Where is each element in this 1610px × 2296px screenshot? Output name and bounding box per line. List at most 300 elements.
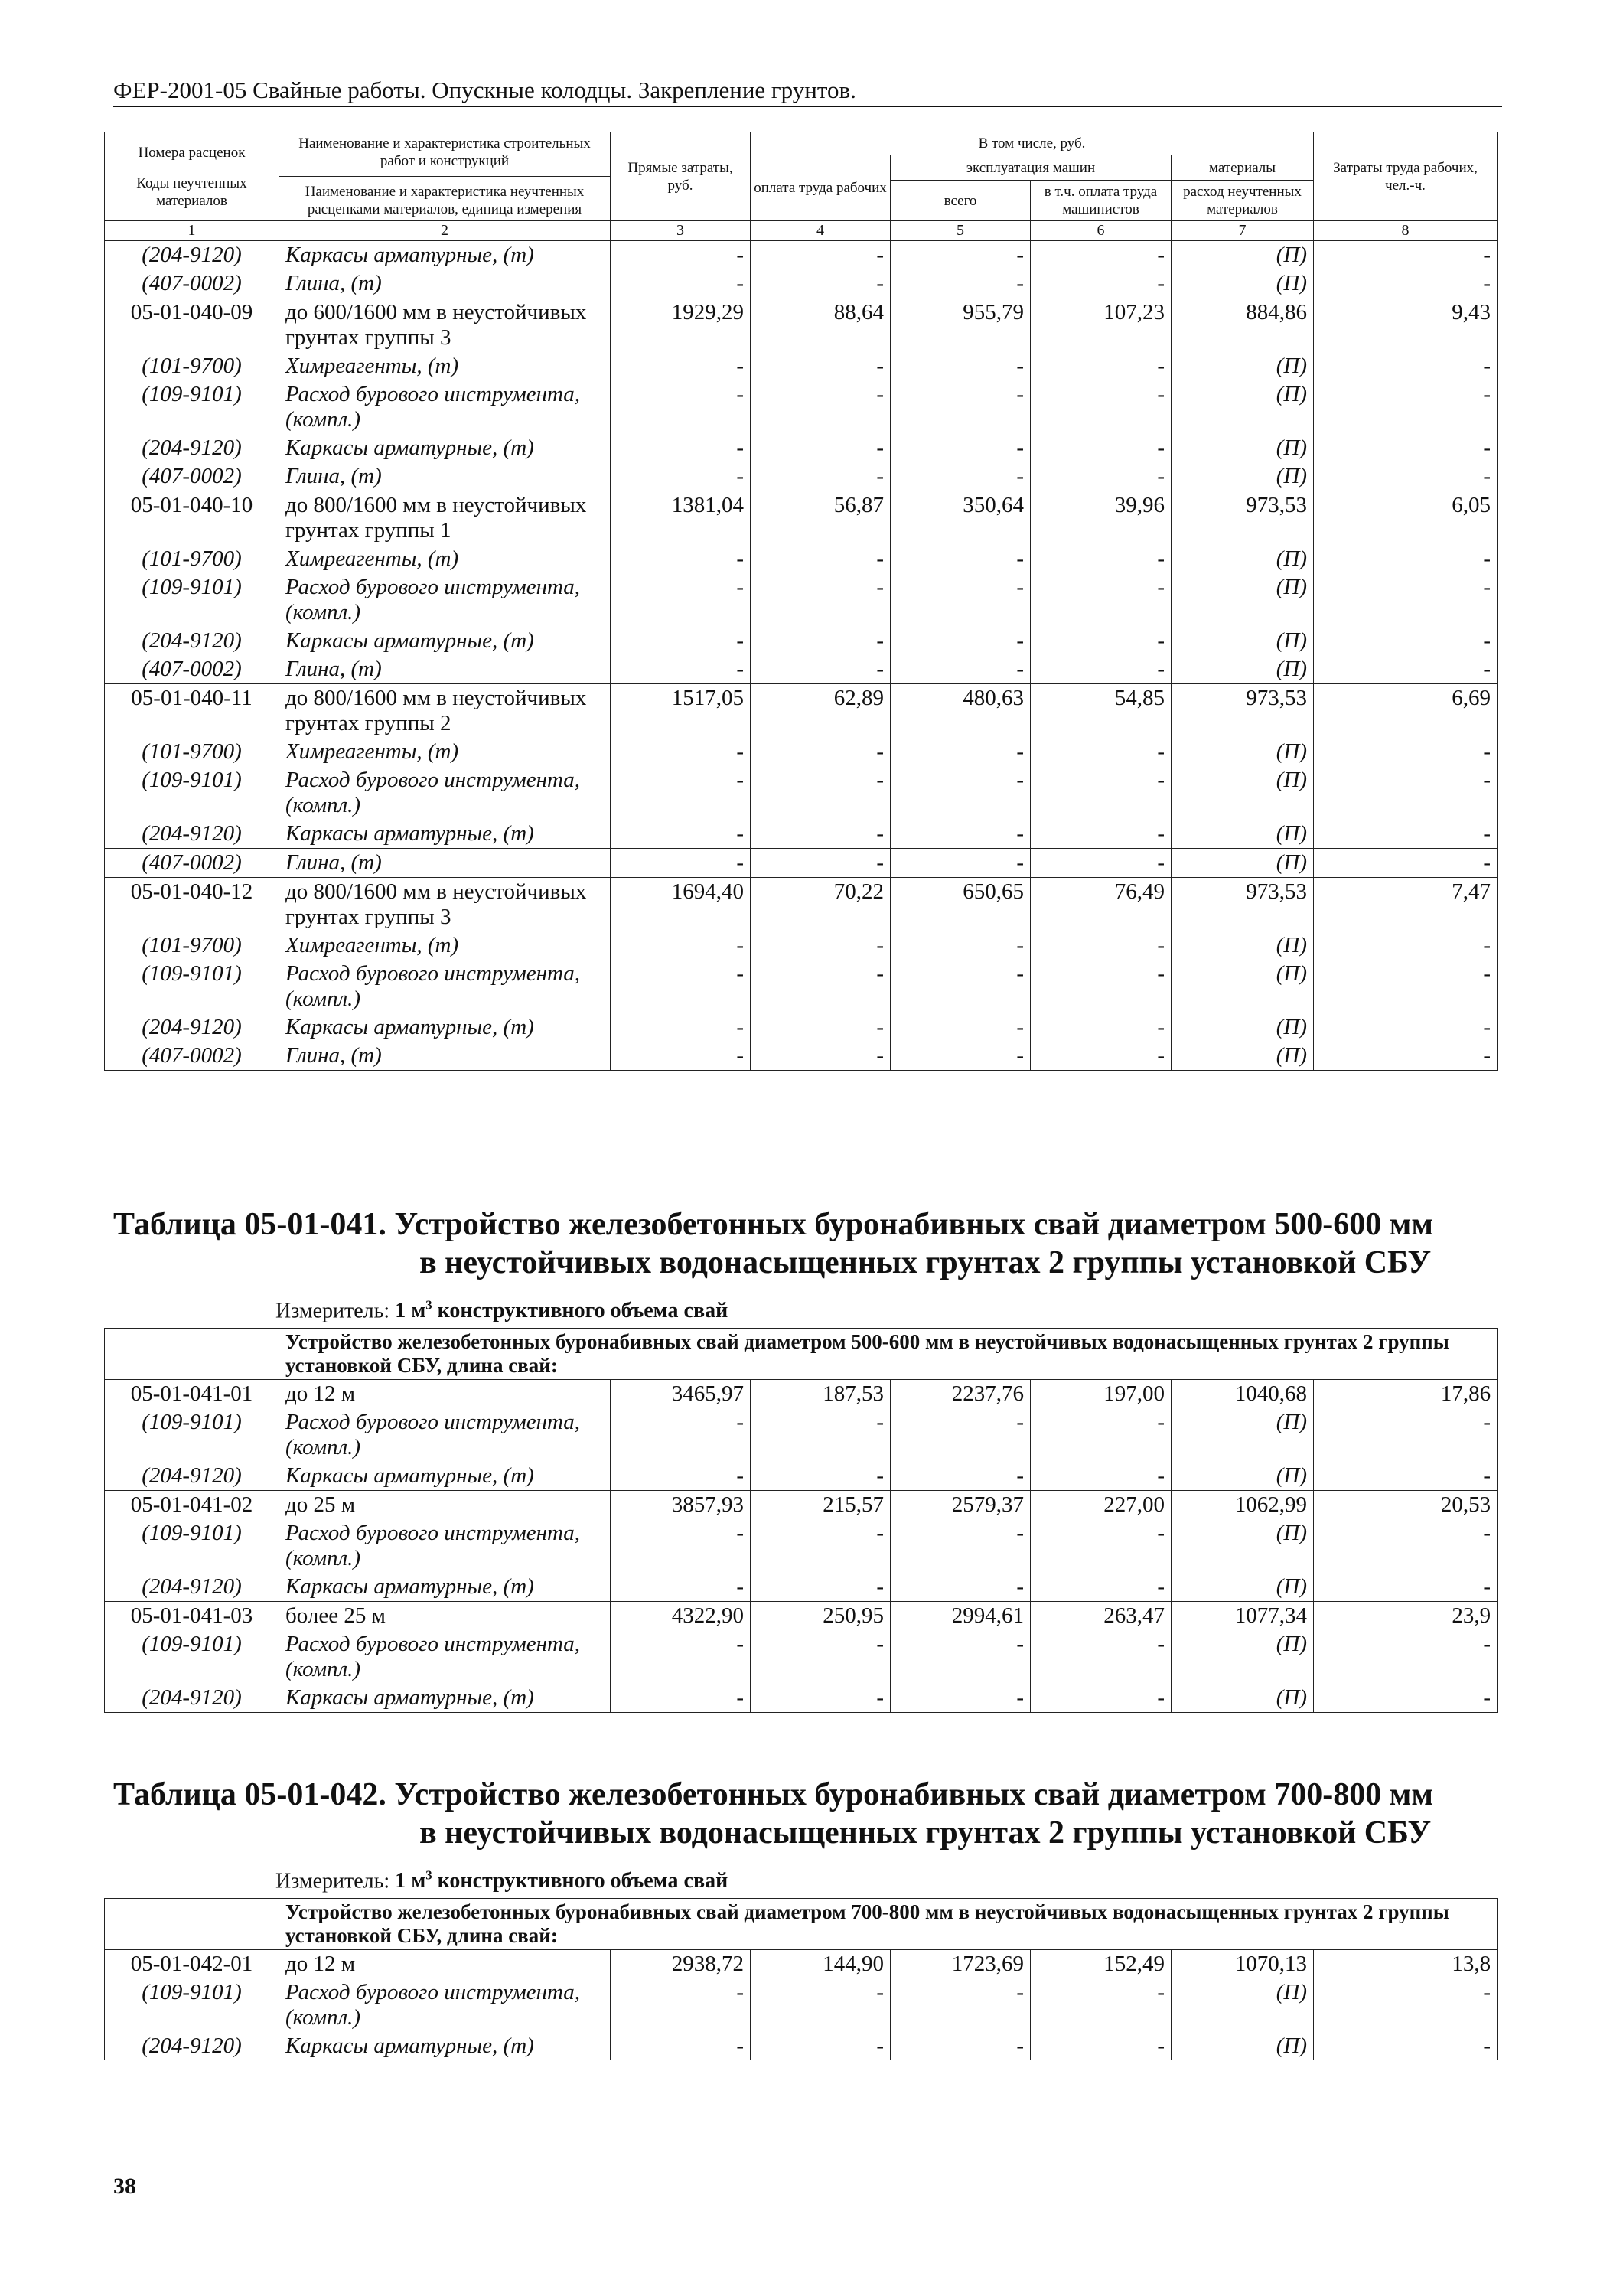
- row-value-col8: -: [1314, 434, 1498, 462]
- row-code: (109-9101): [105, 1408, 279, 1462]
- row-value-col3: -: [611, 1630, 751, 1684]
- row-name: Глина, (т): [279, 269, 611, 298]
- header-col1-bottom: Коды неучтенных материалов: [136, 174, 247, 209]
- row-value-col4: -: [751, 738, 891, 766]
- material-row: [105, 960, 1498, 1013]
- subheader-row: [105, 1329, 1498, 1380]
- header-number: 3: [611, 221, 751, 241]
- row-value-col8: -: [1314, 766, 1498, 820]
- row-code: 05-01-040-09: [105, 298, 279, 353]
- row-name: Каркасы арматурные, (т): [279, 1573, 611, 1602]
- row-code: (101-9700): [105, 545, 279, 573]
- row-value-col8: -: [1314, 352, 1498, 380]
- row-value-col8: -: [1314, 545, 1498, 573]
- material-row: [105, 434, 1498, 462]
- header-group-incl: В том числе, руб.: [751, 132, 1314, 155]
- row-value-col7: 973,53: [1172, 491, 1314, 546]
- header-col3: Прямые затраты, руб.: [611, 132, 751, 221]
- row-value-col6: -: [1031, 1042, 1172, 1071]
- row-name: до 25 м: [279, 1491, 611, 1520]
- row-name: Расход бурового инструмента, (компл.): [279, 766, 611, 820]
- row-value-col4: -: [751, 573, 891, 627]
- row-code: (407-0002): [105, 849, 279, 878]
- row-code: (109-9101): [105, 380, 279, 434]
- row-value-col6: -: [1031, 1684, 1172, 1713]
- row-value-col7: (П): [1172, 766, 1314, 820]
- header-col8: Затраты труда рабочих, чел.-ч.: [1314, 132, 1498, 221]
- table-body: [105, 241, 1498, 1071]
- row-value-col4: -: [751, 766, 891, 820]
- row-code: (407-0002): [105, 1042, 279, 1071]
- row-value-col4: -: [751, 655, 891, 684]
- row-value-col7: 1070,13: [1172, 1950, 1314, 1979]
- row-code: (407-0002): [105, 269, 279, 298]
- row-value-col7: (П): [1172, 269, 1314, 298]
- row-value-col5: -: [891, 1573, 1031, 1602]
- subheader-blank: [105, 1899, 279, 1950]
- row-name: Каркасы арматурные, (т): [279, 1684, 611, 1713]
- row-value-col8: -: [1314, 820, 1498, 849]
- row-code: (204-9120): [105, 434, 279, 462]
- row-code: 05-01-040-12: [105, 878, 279, 932]
- row-value-col7: (П): [1172, 1684, 1314, 1713]
- header-number: 6: [1031, 221, 1172, 241]
- row-code: (101-9700): [105, 352, 279, 380]
- row-value-col6: 227,00: [1031, 1491, 1172, 1520]
- material-row: [105, 655, 1498, 684]
- row-value-col8: 6,69: [1314, 684, 1498, 739]
- material-row: [105, 462, 1498, 491]
- header-group-materials: материалы: [1172, 155, 1314, 181]
- table-header: [105, 132, 1498, 241]
- header-number: 8: [1314, 221, 1498, 241]
- material-row: [105, 1573, 1498, 1602]
- row-name: до 600/1600 мм в неустойчивых грунтах группы 3: [279, 298, 611, 353]
- row-value-col5: 1723,69: [891, 1950, 1031, 1979]
- row-value-col4: -: [751, 545, 891, 573]
- row-value-col5: -: [891, 1013, 1031, 1042]
- row-value-col7: 1062,99: [1172, 1491, 1314, 1520]
- row-value-col3: 3857,93: [611, 1491, 751, 1520]
- row-value-col4: -: [751, 269, 891, 298]
- row-value-col6: -: [1031, 1013, 1172, 1042]
- row-code: 05-01-042-01: [105, 1950, 279, 1979]
- row-value-col8: -: [1314, 1684, 1498, 1713]
- header-number: 5: [891, 221, 1031, 241]
- row-value-col8: 9,43: [1314, 298, 1498, 353]
- row-value-col5: -: [891, 1408, 1031, 1462]
- row-value-col3: -: [611, 1573, 751, 1602]
- row-name: Глина, (т): [279, 462, 611, 491]
- row-name: Расход бурового инструмента, (компл.): [279, 1630, 611, 1684]
- row-value-col7: (П): [1172, 627, 1314, 655]
- material-row: [105, 766, 1498, 820]
- row-code: 05-01-041-03: [105, 1602, 279, 1631]
- row-code: (204-9120): [105, 1684, 279, 1713]
- row-value-col3: -: [611, 960, 751, 1013]
- row-value-col8: 23,9: [1314, 1602, 1498, 1631]
- row-name: Расход бурового инструмента, (компл.): [279, 380, 611, 434]
- row-name: до 800/1600 мм в неустойчивых грунтах группы 3: [279, 878, 611, 932]
- row-value-col5: -: [891, 352, 1031, 380]
- row-value-col7: (П): [1172, 1042, 1314, 1071]
- row-name: Расход бурового инструмента, (компл.): [279, 1408, 611, 1462]
- header-number: 1: [105, 221, 279, 241]
- row-value-col3: -: [611, 655, 751, 684]
- row-value-col5: 955,79: [891, 298, 1031, 353]
- row-value-col6: -: [1031, 960, 1172, 1013]
- subheader-blank: [105, 1329, 279, 1380]
- row-code: (109-9101): [105, 1519, 279, 1573]
- row-value-col7: 1040,68: [1172, 1380, 1314, 1409]
- row-value-col6: -: [1031, 434, 1172, 462]
- row-value-col5: -: [891, 269, 1031, 298]
- meter-label: Измеритель:: [275, 1299, 396, 1323]
- row-value-col8: 7,47: [1314, 878, 1498, 932]
- table-041: [104, 1328, 1498, 1713]
- row-code: (204-9120): [105, 1573, 279, 1602]
- row-value-col3: 2938,72: [611, 1950, 751, 1979]
- material-row: [105, 1630, 1498, 1684]
- row-value-col8: -: [1314, 738, 1498, 766]
- row-value-col3: 3465,97: [611, 1380, 751, 1409]
- row-code: (407-0002): [105, 462, 279, 491]
- row-value-col3: -: [611, 241, 751, 270]
- table-041-meter: [275, 1298, 728, 1323]
- row-value-col8: -: [1314, 2032, 1498, 2060]
- row-value-col6: -: [1031, 1573, 1172, 1602]
- row-code: (109-9101): [105, 1630, 279, 1684]
- row-value-col5: -: [891, 738, 1031, 766]
- row-value-col6: -: [1031, 627, 1172, 655]
- row-value-col8: -: [1314, 849, 1498, 878]
- row-value-col5: -: [891, 627, 1031, 655]
- table-041-body: [105, 1329, 1498, 1713]
- row-value-col8: -: [1314, 1042, 1498, 1071]
- row-value-col5: -: [891, 1630, 1031, 1684]
- row-value-col8: -: [1314, 1978, 1498, 2032]
- page-header: ФЕР-2001-05 Свайные работы. Опускные колодцы. Закрепление грунтов.: [113, 77, 1502, 107]
- material-row: [105, 241, 1498, 270]
- row-value-col6: 152,49: [1031, 1950, 1172, 1979]
- row-value-col6: -: [1031, 766, 1172, 820]
- row-code: (204-9120): [105, 2032, 279, 2060]
- row-value-col7: (П): [1172, 434, 1314, 462]
- row-value-col5: -: [891, 1978, 1031, 2032]
- row-code: (204-9120): [105, 1462, 279, 1491]
- meter-value: 1 м: [395, 1299, 426, 1323]
- row-name: Глина, (т): [279, 655, 611, 684]
- row-value-col4: 88,64: [751, 298, 891, 353]
- row-value-col4: -: [751, 380, 891, 434]
- row-value-col4: -: [751, 2032, 891, 2060]
- row-value-col5: 2237,76: [891, 1380, 1031, 1409]
- header-col6: в т.ч. оплата труда машинистов: [1031, 181, 1172, 221]
- row-value-col4: -: [751, 1042, 891, 1071]
- row-value-col6: -: [1031, 269, 1172, 298]
- row-value-col3: -: [611, 820, 751, 849]
- row-value-col5: -: [891, 1519, 1031, 1573]
- row-value-col7: (П): [1172, 241, 1314, 270]
- row-value-col6: 76,49: [1031, 878, 1172, 932]
- row-value-col6: -: [1031, 655, 1172, 684]
- row-value-col4: -: [751, 627, 891, 655]
- row-value-col4: -: [751, 352, 891, 380]
- table-042: [104, 1898, 1498, 2060]
- material-row: [105, 1462, 1498, 1491]
- rate-row: [105, 491, 1498, 546]
- row-value-col4: 215,57: [751, 1491, 891, 1520]
- header-group-machines: эксплуатация машин: [891, 155, 1172, 181]
- row-code: (101-9700): [105, 931, 279, 960]
- row-value-col5: -: [891, 2032, 1031, 2060]
- material-row: [105, 380, 1498, 434]
- row-value-col4: -: [751, 462, 891, 491]
- meter-sup: 3: [425, 1868, 432, 1883]
- header-number: 7: [1172, 221, 1314, 241]
- row-value-col7: 973,53: [1172, 878, 1314, 932]
- row-name: до 12 м: [279, 1950, 611, 1979]
- row-value-col3: -: [611, 352, 751, 380]
- row-value-col4: -: [751, 931, 891, 960]
- row-value-col7: (П): [1172, 655, 1314, 684]
- row-value-col7: (П): [1172, 573, 1314, 627]
- row-value-col6: -: [1031, 1978, 1172, 2032]
- meter-sup: 3: [425, 1298, 432, 1313]
- meter-value: 1 м: [395, 1869, 426, 1893]
- subheader-text: Устройство железобетонных буронабивных свай диаметром 500-600 мм в неустойчивых водонасыщенных грунтах 2 группы установкой СБУ, длина свай:: [279, 1329, 1498, 1380]
- row-value-col6: -: [1031, 380, 1172, 434]
- material-row: [105, 1684, 1498, 1713]
- row-value-col6: -: [1031, 1519, 1172, 1573]
- row-code: (204-9120): [105, 241, 279, 270]
- material-row: [105, 1013, 1498, 1042]
- row-value-col7: 973,53: [1172, 684, 1314, 739]
- row-value-col3: -: [611, 545, 751, 573]
- row-value-col7: (П): [1172, 462, 1314, 491]
- row-code: (101-9700): [105, 738, 279, 766]
- row-name: Каркасы арматурные, (т): [279, 1013, 611, 1042]
- row-value-col6: -: [1031, 573, 1172, 627]
- row-value-col8: -: [1314, 573, 1498, 627]
- header-col1-top: Номера расценок: [138, 144, 246, 161]
- row-value-col4: -: [751, 1684, 891, 1713]
- table-042-meter: [275, 1868, 728, 1893]
- row-code: (204-9120): [105, 1013, 279, 1042]
- row-value-col5: -: [891, 960, 1031, 1013]
- row-value-col8: -: [1314, 627, 1498, 655]
- material-row: [105, 1519, 1498, 1573]
- header-col2-top: Наименование и характеристика строительных работ и конструкций: [298, 135, 591, 169]
- row-name: до 12 м: [279, 1380, 611, 1409]
- row-value-col3: -: [611, 931, 751, 960]
- row-code: (407-0002): [105, 655, 279, 684]
- rate-row: [105, 684, 1498, 739]
- row-value-col4: -: [751, 1573, 891, 1602]
- row-value-col6: -: [1031, 2032, 1172, 2060]
- row-value-col7: 1077,34: [1172, 1602, 1314, 1631]
- row-value-col3: -: [611, 1978, 751, 2032]
- row-value-col8: -: [1314, 1573, 1498, 1602]
- row-value-col5: -: [891, 462, 1031, 491]
- row-name: Химреагенты, (т): [279, 545, 611, 573]
- table-041-title-line2: в неустойчивых водонасыщенных грунтах 2 группы установкой СБУ: [419, 1245, 1432, 1280]
- header-col4: оплата труда рабочих: [751, 155, 891, 221]
- row-value-col6: -: [1031, 241, 1172, 270]
- row-value-col7: (П): [1172, 1408, 1314, 1462]
- row-value-col4: 250,95: [751, 1602, 891, 1631]
- rate-row: [105, 298, 1498, 353]
- material-row: [105, 849, 1498, 878]
- row-code: (204-9120): [105, 820, 279, 849]
- row-code: (204-9120): [105, 627, 279, 655]
- row-code: 05-01-040-10: [105, 491, 279, 546]
- row-value-col4: -: [751, 1978, 891, 2032]
- row-value-col3: -: [611, 1408, 751, 1462]
- table-041-title: [113, 1205, 1498, 1282]
- row-value-col4: -: [751, 434, 891, 462]
- row-value-col3: -: [611, 2032, 751, 2060]
- row-value-col4: 62,89: [751, 684, 891, 739]
- row-code: (109-9101): [105, 766, 279, 820]
- row-value-col3: 4322,90: [611, 1602, 751, 1631]
- row-value-col8: -: [1314, 380, 1498, 434]
- row-value-col3: 1929,29: [611, 298, 751, 353]
- table-042-title: [113, 1776, 1498, 1852]
- row-name: Каркасы арматурные, (т): [279, 1462, 611, 1491]
- row-value-col4: -: [751, 1462, 891, 1491]
- row-value-col4: -: [751, 1630, 891, 1684]
- row-value-col5: -: [891, 434, 1031, 462]
- row-name: Каркасы арматурные, (т): [279, 2032, 611, 2060]
- row-value-col5: -: [891, 931, 1031, 960]
- row-value-col7: (П): [1172, 849, 1314, 878]
- row-value-col5: -: [891, 1042, 1031, 1071]
- material-row: [105, 820, 1498, 849]
- row-name: более 25 м: [279, 1602, 611, 1631]
- row-value-col3: -: [611, 1013, 751, 1042]
- row-value-col5: 2579,37: [891, 1491, 1031, 1520]
- row-value-col5: -: [891, 1462, 1031, 1491]
- material-row: [105, 1978, 1498, 2032]
- row-value-col4: -: [751, 1013, 891, 1042]
- row-value-col7: (П): [1172, 960, 1314, 1013]
- row-value-col8: -: [1314, 1630, 1498, 1684]
- row-value-col4: 56,87: [751, 491, 891, 546]
- row-value-col5: -: [891, 655, 1031, 684]
- row-value-col5: 2994,61: [891, 1602, 1031, 1631]
- row-value-col4: 187,53: [751, 1380, 891, 1409]
- row-name: Химреагенты, (т): [279, 931, 611, 960]
- row-value-col8: -: [1314, 462, 1498, 491]
- row-value-col3: -: [611, 380, 751, 434]
- material-row: [105, 1042, 1498, 1071]
- row-value-col8: -: [1314, 1408, 1498, 1462]
- row-code: 05-01-040-11: [105, 684, 279, 739]
- table-042-body: [105, 1899, 1498, 2061]
- row-value-col7: (П): [1172, 1462, 1314, 1491]
- row-value-col6: -: [1031, 462, 1172, 491]
- header-col2-bottom: Наименование и характеристика неучтенных расценками материалов, единица измерения: [305, 184, 585, 217]
- row-value-col6: 54,85: [1031, 684, 1172, 739]
- row-value-col5: -: [891, 545, 1031, 573]
- row-value-col3: -: [611, 1462, 751, 1491]
- row-value-col3: -: [611, 1042, 751, 1071]
- row-value-col4: -: [751, 820, 891, 849]
- row-name: Каркасы арматурные, (т): [279, 241, 611, 270]
- row-value-col4: 144,90: [751, 1950, 891, 1979]
- row-code: (109-9101): [105, 1978, 279, 2032]
- row-name: до 800/1600 мм в неустойчивых грунтах группы 2: [279, 684, 611, 739]
- row-name: Расход бурового инструмента, (компл.): [279, 1519, 611, 1573]
- row-value-col5: -: [891, 820, 1031, 849]
- row-value-col5: -: [891, 1684, 1031, 1713]
- row-value-col3: -: [611, 766, 751, 820]
- row-value-col4: -: [751, 960, 891, 1013]
- rate-row: [105, 1491, 1498, 1520]
- header-col2: [279, 132, 611, 221]
- material-row: [105, 738, 1498, 766]
- row-name: Химреагенты, (т): [279, 352, 611, 380]
- rate-row: [105, 1602, 1498, 1631]
- row-value-col5: -: [891, 766, 1031, 820]
- table-042-title-line1: Таблица 05-01-042. Устройство железобетонных буронабивных свай диаметром 700-800 мм: [113, 1777, 1433, 1812]
- row-value-col7: (П): [1172, 2032, 1314, 2060]
- row-value-col3: -: [611, 1519, 751, 1573]
- row-value-col6: -: [1031, 352, 1172, 380]
- rate-row: [105, 878, 1498, 932]
- meter-rest: конструктивного объема свай: [432, 1299, 728, 1323]
- row-name: Каркасы арматурные, (т): [279, 434, 611, 462]
- row-value-col6: 263,47: [1031, 1602, 1172, 1631]
- row-value-col8: -: [1314, 269, 1498, 298]
- row-name: Химреагенты, (т): [279, 738, 611, 766]
- material-row: [105, 545, 1498, 573]
- row-value-col5: 650,65: [891, 878, 1031, 932]
- row-name: Каркасы арматурные, (т): [279, 820, 611, 849]
- meter-label: Измеритель:: [275, 1869, 396, 1893]
- row-value-col6: 197,00: [1031, 1380, 1172, 1409]
- material-row: [105, 2032, 1498, 2060]
- header-number: 2: [279, 221, 611, 241]
- row-code: 05-01-041-02: [105, 1491, 279, 1520]
- row-value-col7: (П): [1172, 545, 1314, 573]
- row-value-col7: (П): [1172, 380, 1314, 434]
- row-value-col8: -: [1314, 655, 1498, 684]
- row-value-col3: 1517,05: [611, 684, 751, 739]
- row-value-col7: (П): [1172, 820, 1314, 849]
- rates-table: [104, 132, 1498, 1071]
- row-value-col7: (П): [1172, 1573, 1314, 1602]
- row-name: Глина, (т): [279, 1042, 611, 1071]
- row-name: Расход бурового инструмента, (компл.): [279, 573, 611, 627]
- row-value-col6: 39,96: [1031, 491, 1172, 546]
- row-value-col8: -: [1314, 960, 1498, 1013]
- row-value-col3: 1694,40: [611, 878, 751, 932]
- header-col7: расход неучтенных материалов: [1172, 181, 1314, 221]
- table-041-title-line1: Таблица 05-01-041. Устройство железобетонных буронабивных свай диаметром 500-600 мм: [113, 1207, 1433, 1242]
- row-value-col3: -: [611, 462, 751, 491]
- row-value-col4: -: [751, 1408, 891, 1462]
- meter-rest: конструктивного объема свай: [432, 1869, 728, 1893]
- row-value-col3: -: [611, 434, 751, 462]
- row-value-col6: -: [1031, 1408, 1172, 1462]
- row-value-col8: -: [1314, 931, 1498, 960]
- material-row: [105, 1408, 1498, 1462]
- row-value-col7: (П): [1172, 738, 1314, 766]
- row-value-col3: 1381,04: [611, 491, 751, 546]
- subheader-text: Устройство железобетонных буронабивных свай диаметром 700-800 мм в неустойчивых водонасыщенных грунтах 2 группы установкой СБУ, длина свай:: [279, 1899, 1498, 1950]
